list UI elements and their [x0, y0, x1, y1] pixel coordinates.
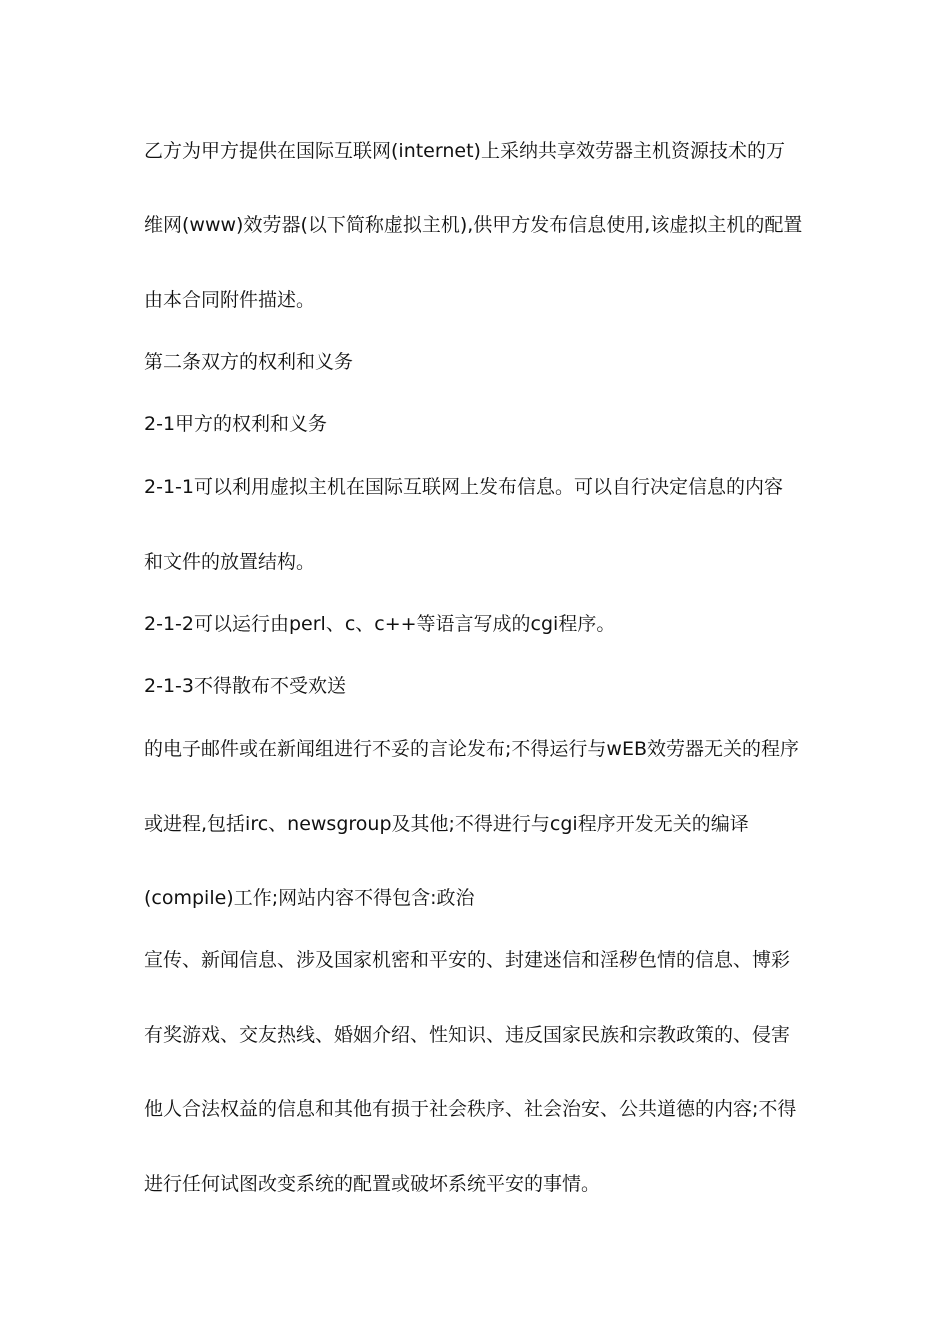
paragraph-line: 2-1-2可以运行由perl、c、c++等语言写成的cgi程序。 — [144, 613, 616, 635]
subsection-heading: 2-1甲方的权利和义务 — [144, 413, 328, 435]
paragraph-line: 2-1-3不得散布不受欢送 — [144, 675, 346, 697]
paragraph-line: 2-1-1可以利用虚拟主机在国际互联网上发布信息。可以自行决定信息的内容 — [144, 476, 783, 498]
paragraph-line: (compile)工作;网站内容不得包含:政治 — [144, 887, 475, 909]
paragraph-line: 或进程,包括irc、newsgroup及其他;不得进行与cgi程序开发无关的编译 — [144, 813, 749, 835]
paragraph-line: 进行任何试图改变系统的配置或破坏系统平安的事情。 — [144, 1173, 601, 1195]
paragraph-line: 维网(www)效劳器(以下简称虚拟主机),供甲方发布信息使用,该虚拟主机的配置 — [144, 214, 803, 236]
paragraph-line: 和文件的放置结构。 — [144, 551, 316, 573]
paragraph-line: 乙方为甲方提供在国际互联网(internet)上采纳共享效劳器主机资源技术的万 — [144, 140, 785, 162]
paragraph-line: 由本合同附件描述。 — [144, 289, 316, 311]
paragraph-line: 有奖游戏、交友热线、婚姻介绍、性知识、违反国家民族和宗教政策的、侵害 — [144, 1024, 791, 1046]
paragraph-line: 的电子邮件或在新闻组进行不妥的言论发布;不得运行与wEB效劳器无关的程序 — [144, 738, 799, 760]
paragraph-line: 宣传、新闻信息、涉及国家机密和平安的、封建迷信和淫秽色情的信息、博彩 — [144, 949, 791, 971]
paragraph-line: 他人合法权益的信息和其他有损于社会秩序、社会治安、公共道德的内容;不得 — [144, 1098, 797, 1120]
section-heading: 第二条双方的权利和义务 — [144, 351, 354, 373]
